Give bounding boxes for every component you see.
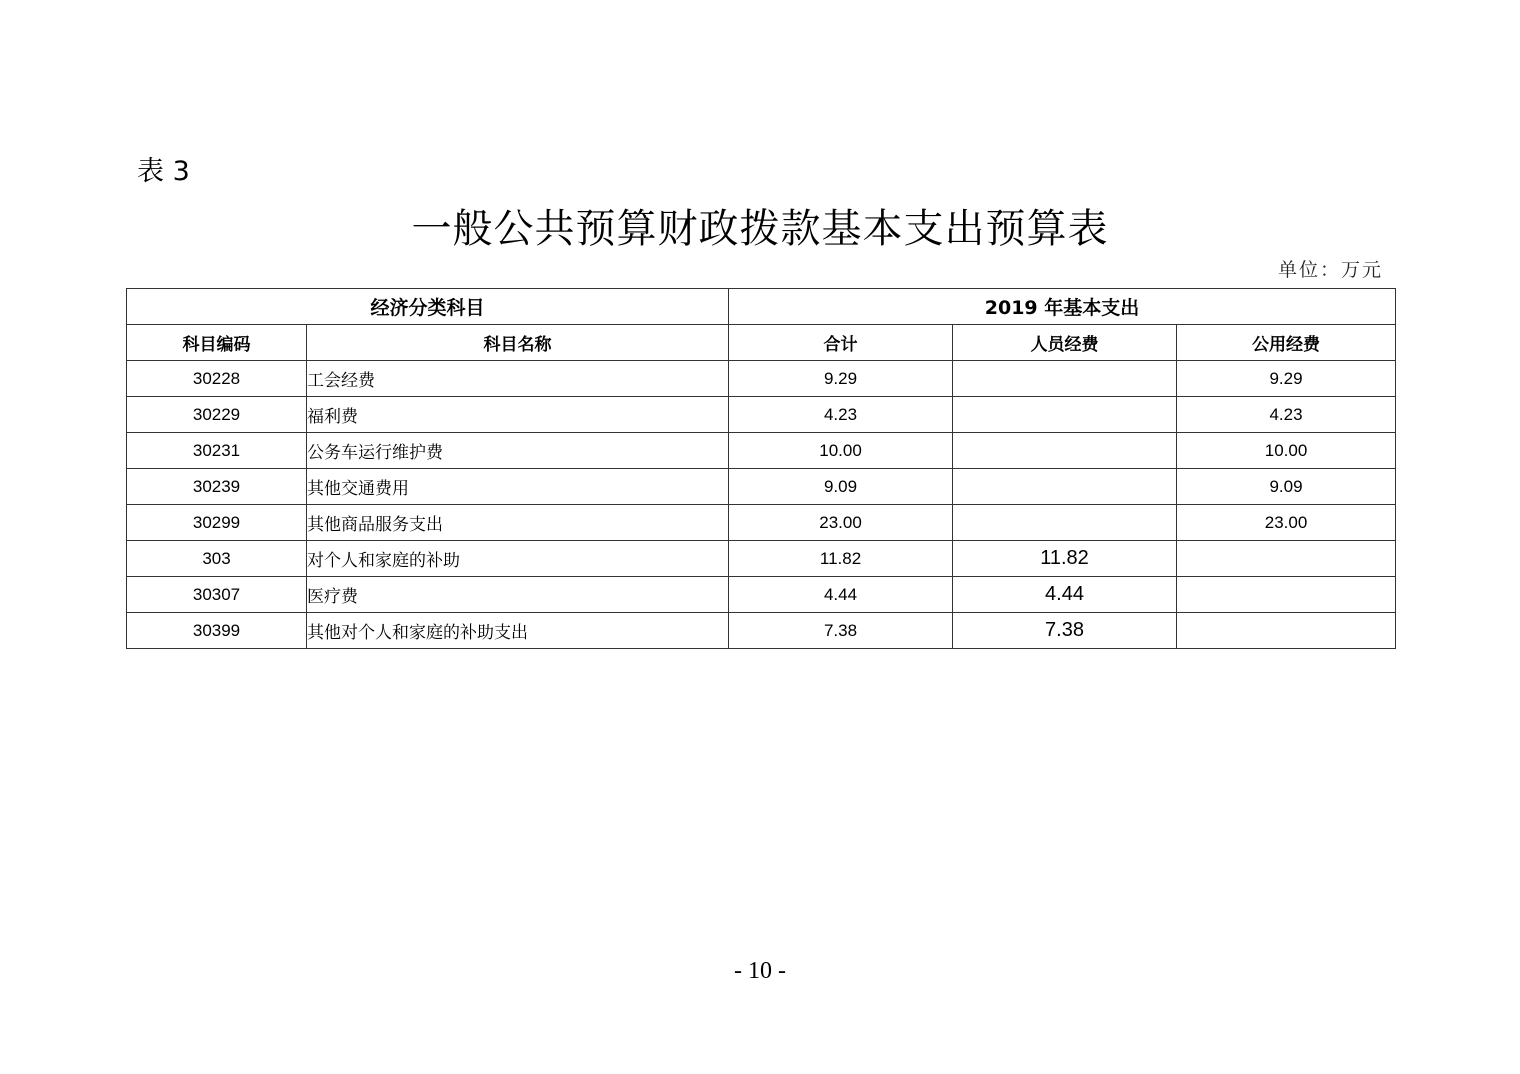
table-row <box>127 613 1396 649</box>
unit-label: 单位：万元 <box>1277 259 1383 281</box>
col-header-public: 公用经费 <box>1177 325 1396 361</box>
cell-code: 30307 <box>127 577 307 613</box>
cell-personnel <box>953 505 1177 541</box>
cell-public <box>1177 541 1396 577</box>
cell-name: 其他对个人和家庭的补助支出 <box>307 613 729 649</box>
cell-personnel: 4.44 <box>953 577 1177 613</box>
table-label: 表 3 <box>137 156 190 187</box>
table-row <box>127 577 1396 613</box>
cell-name: 对个人和家庭的补助 <box>307 541 729 577</box>
col-header-total: 合计 <box>729 325 953 361</box>
table-row <box>127 469 1396 505</box>
header-basic-expenditure: 2019 年基本支出 <box>729 289 1396 325</box>
budget-table <box>126 288 1396 649</box>
cell-code: 303 <box>127 541 307 577</box>
cell-total: 7.38 <box>729 613 953 649</box>
cell-personnel: 11.82 <box>953 541 1177 577</box>
cell-total: 9.29 <box>729 361 953 397</box>
cell-public: 9.29 <box>1177 361 1396 397</box>
cell-public: 10.00 <box>1177 433 1396 469</box>
cell-name: 工会经费 <box>307 361 729 397</box>
table-row <box>127 541 1396 577</box>
cell-total: 9.09 <box>729 469 953 505</box>
cell-public <box>1177 577 1396 613</box>
cell-total: 4.23 <box>729 397 953 433</box>
table-row <box>127 505 1396 541</box>
cell-code: 30229 <box>127 397 307 433</box>
cell-name: 医疗费 <box>307 577 729 613</box>
cell-code: 30239 <box>127 469 307 505</box>
cell-total: 23.00 <box>729 505 953 541</box>
table-row <box>127 397 1396 433</box>
cell-personnel: 7.38 <box>953 613 1177 649</box>
cell-personnel <box>953 469 1177 505</box>
col-header-code: 科目编码 <box>127 325 307 361</box>
page-title: 一般公共预算财政拨款基本支出预算表 <box>411 206 1109 252</box>
cell-name: 福利费 <box>307 397 729 433</box>
table-row <box>127 361 1396 397</box>
cell-name: 公务车运行维护费 <box>307 433 729 469</box>
cell-total: 11.82 <box>729 541 953 577</box>
col-header-personnel: 人员经费 <box>953 325 1177 361</box>
cell-name: 其他商品服务支出 <box>307 505 729 541</box>
cell-total: 10.00 <box>729 433 953 469</box>
cell-code: 30231 <box>127 433 307 469</box>
page-number: - 10 - <box>734 958 786 984</box>
cell-code: 30228 <box>127 361 307 397</box>
cell-public: 23.00 <box>1177 505 1396 541</box>
cell-public <box>1177 613 1396 649</box>
cell-total: 4.44 <box>729 577 953 613</box>
cell-personnel <box>953 361 1177 397</box>
cell-code: 30399 <box>127 613 307 649</box>
header-column-row <box>127 325 1396 361</box>
table-row <box>127 433 1396 469</box>
header-group-row <box>127 289 1396 325</box>
cell-public: 4.23 <box>1177 397 1396 433</box>
cell-public: 9.09 <box>1177 469 1396 505</box>
header-economic-classification: 经济分类科目 <box>127 289 729 325</box>
cell-personnel <box>953 397 1177 433</box>
cell-name: 其他交通费用 <box>307 469 729 505</box>
col-header-name: 科目名称 <box>307 325 729 361</box>
cell-personnel <box>953 433 1177 469</box>
cell-code: 30299 <box>127 505 307 541</box>
